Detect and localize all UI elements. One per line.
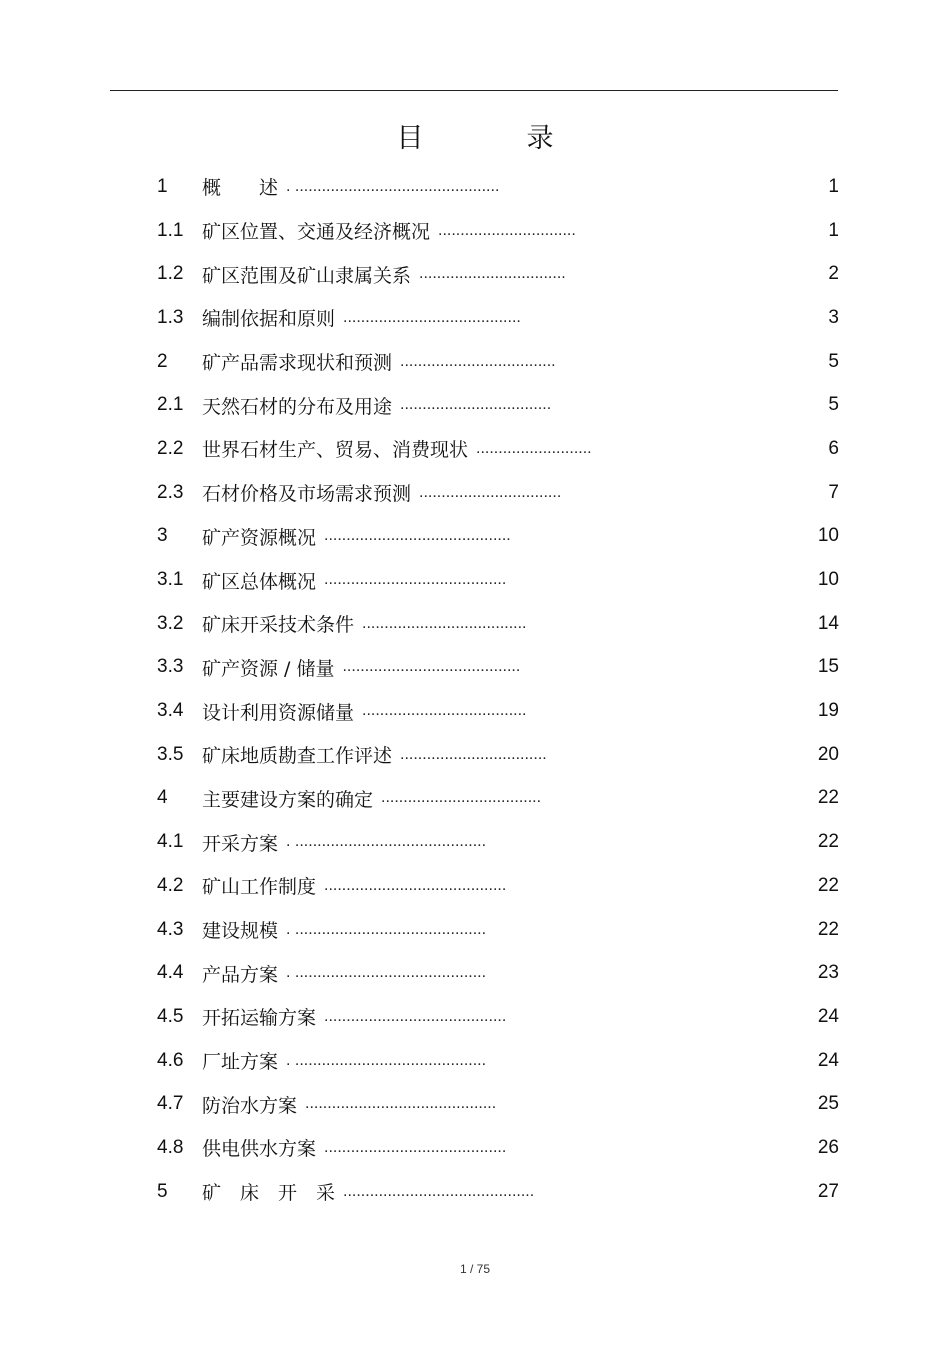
toc-entry-title: 防治水方案 <box>202 1094 298 1117</box>
toc-entry[interactable] <box>157 689 839 733</box>
toc-entry-title: 矿床开采技术条件 <box>202 614 355 637</box>
toc-entry-title: 石材价格及市场需求预测 <box>202 483 412 506</box>
toc-entry-page: 24 <box>817 1005 839 1027</box>
toc-entry[interactable] <box>157 383 839 427</box>
toc-entry-page: 7 <box>828 481 839 503</box>
toc-entry-title: 开拓运输方案 <box>202 1007 317 1030</box>
toc-entry-title: 矿床地质勘查工作评述 <box>202 745 393 768</box>
toc-entry-number: 4.8 <box>157 1136 184 1158</box>
toc-entry-page: 6 <box>828 437 839 459</box>
toc-entry-leader: ..................................... <box>362 614 527 632</box>
toc-entry[interactable] <box>157 252 839 296</box>
toc-entry-leader: ........................................... <box>343 1182 535 1200</box>
toc-entry-number: 1 <box>157 175 168 197</box>
toc-entry[interactable] <box>157 1126 839 1170</box>
toc-entry-page: 24 <box>817 1049 839 1071</box>
toc-entry-title: 主要建设方案的确定 <box>202 788 374 811</box>
toc-entry-title: 设计利用资源储量 <box>202 701 355 724</box>
toc-entry[interactable] <box>157 515 839 559</box>
toc-entry-leader: ......................................... <box>324 571 507 589</box>
toc-entry-leader: ........................................ <box>342 658 521 676</box>
toc-entry[interactable] <box>157 1082 839 1126</box>
toc-entry-number: 4.3 <box>157 918 184 940</box>
toc-entry-number: 2.2 <box>157 437 184 459</box>
toc-entry-title: 矿 床 开 采 <box>202 1182 336 1205</box>
toc-entry-number: 4.1 <box>157 831 184 853</box>
toc-entry-number: 2.3 <box>157 481 184 503</box>
toc-entry-page: 22 <box>817 831 839 853</box>
toc-entry-page: 2 <box>828 263 839 285</box>
toc-entry-title: 建设规模 <box>202 920 279 943</box>
toc-list <box>157 165 839 1214</box>
toc-entry[interactable] <box>157 646 839 690</box>
toc-entry-page: 14 <box>817 612 839 634</box>
toc-entry-page: 1 <box>828 219 839 241</box>
toc-entry-leader: . .............................................. <box>286 177 500 195</box>
toc-entry-number: 3 <box>157 525 168 547</box>
toc-entry-leader: ................................ <box>419 483 562 501</box>
toc-entry-page: 3 <box>828 306 839 328</box>
toc-entry-page: 25 <box>817 1093 839 1115</box>
toc-entry-leader: . ........................................... <box>286 1051 487 1069</box>
toc-entry-title: 开采方案 <box>202 832 279 855</box>
toc-entry-leader: ......................................... <box>324 1138 507 1156</box>
toc-entry-number: 4.4 <box>157 962 184 984</box>
toc-entry[interactable] <box>157 1039 839 1083</box>
toc-entry-title: 矿区总体概况 <box>202 570 317 593</box>
toc-entry[interactable] <box>157 558 839 602</box>
toc-entry-title: 世界石材生产、贸易、消费现状 <box>202 439 469 462</box>
toc-entry[interactable] <box>157 995 839 1039</box>
toc-entry-page: 22 <box>817 918 839 940</box>
toc-entry-page: 22 <box>817 874 839 896</box>
toc-entry[interactable] <box>157 777 839 821</box>
toc-entry-page: 5 <box>828 394 839 416</box>
toc-entry-leader: .................................... <box>381 789 542 807</box>
toc-entry-number: 3.1 <box>157 569 184 591</box>
toc-entry-leader: ......................................... <box>324 1007 507 1025</box>
toc-entry-page: 19 <box>817 700 839 722</box>
toc-entry-title: 产品方案 <box>202 963 279 986</box>
toc-entry-number: 2 <box>157 350 168 372</box>
toc-entry[interactable] <box>157 602 839 646</box>
toc-entry-leader: .................................. <box>400 396 552 414</box>
toc-entry-title: 矿产资源 / 储量 <box>202 657 335 680</box>
toc-entry-title: 矿区位置、交通及经济概况 <box>202 221 431 244</box>
toc-entry-page: 1 <box>828 175 839 197</box>
toc-entry-number: 5 <box>157 1180 168 1202</box>
toc-entry-page: 27 <box>817 1180 839 1202</box>
toc-entry-page: 5 <box>828 350 839 372</box>
toc-entry-number: 4.5 <box>157 1005 184 1027</box>
toc-entry-leader: ................................... <box>400 352 556 370</box>
toc-entry-page: 10 <box>817 525 839 547</box>
toc-entry-number: 2.1 <box>157 394 184 416</box>
toc-entry-leader: ............................... <box>438 221 576 239</box>
toc-entry[interactable] <box>157 951 839 995</box>
toc-entry[interactable] <box>157 1170 839 1214</box>
toc-entry-leader: .......................... <box>476 439 592 457</box>
toc-entry-number: 1.3 <box>157 306 184 328</box>
toc-entry-leader: ........................................ <box>343 308 521 326</box>
toc-entry-leader: ................................. <box>400 745 547 763</box>
toc-entry[interactable] <box>157 820 839 864</box>
toc-entry[interactable] <box>157 733 839 777</box>
toc-entry-number: 1.2 <box>157 263 184 285</box>
toc-entry-leader: ................................. <box>419 265 566 283</box>
toc-entry-title: 天然石材的分布及用途 <box>202 395 393 418</box>
page-number: 1 / 75 <box>459 1262 491 1276</box>
toc-entry[interactable] <box>157 340 839 384</box>
toc-entry[interactable] <box>157 864 839 908</box>
toc-entry-number: 3.5 <box>157 743 184 765</box>
toc-entry-page: 10 <box>817 569 839 591</box>
toc-entry-title: 编制依据和原则 <box>202 308 336 331</box>
toc-entry-page: 23 <box>817 962 839 984</box>
toc-entry-page: 20 <box>817 743 839 765</box>
toc-entry-leader: . ........................................... <box>286 833 487 851</box>
toc-entry-page: 15 <box>817 656 839 678</box>
toc-entry[interactable] <box>157 908 839 952</box>
toc-entry-title: 厂址方案 <box>202 1051 279 1074</box>
toc-title: 目 录 <box>396 123 592 154</box>
toc-entry-leader: ........................................... <box>305 1095 497 1113</box>
toc-entry-number: 3.2 <box>157 612 184 634</box>
toc-entry-page: 22 <box>817 787 839 809</box>
toc-entry-number: 4 <box>157 787 168 809</box>
toc-entry-number: 4.2 <box>157 874 184 896</box>
toc-entry-leader: .......................................... <box>324 527 511 545</box>
toc-entry-leader: . ........................................... <box>286 920 487 938</box>
toc-entry-title: 概 述 <box>202 177 279 200</box>
toc-entry[interactable] <box>157 427 839 471</box>
toc-entry-number: 4.7 <box>157 1093 184 1115</box>
toc-entry-number: 1.1 <box>157 219 184 241</box>
toc-entry-title: 矿产品需求现状和预测 <box>202 352 393 375</box>
toc-entry[interactable] <box>157 296 839 340</box>
toc-entry-title: 矿产资源概况 <box>202 526 317 549</box>
toc-entry-leader: ......................................... <box>324 876 507 894</box>
toc-entry-page: 26 <box>817 1136 839 1158</box>
toc-entry-title: 矿区范围及矿山隶属关系 <box>202 264 412 287</box>
toc-entry[interactable] <box>157 209 839 253</box>
toc-entry-number: 3.3 <box>157 656 184 678</box>
toc-entry-number: 4.6 <box>157 1049 184 1071</box>
toc-entry[interactable] <box>157 471 839 515</box>
toc-entry[interactable] <box>157 165 839 209</box>
toc-entry-title: 矿山工作制度 <box>202 876 317 899</box>
toc-entry-number: 3.4 <box>157 700 184 722</box>
toc-entry-title: 供电供水方案 <box>202 1138 317 1161</box>
header-rule <box>110 90 838 91</box>
toc-entry-leader: . ........................................... <box>286 964 487 982</box>
toc-entry-leader: ..................................... <box>362 702 527 720</box>
